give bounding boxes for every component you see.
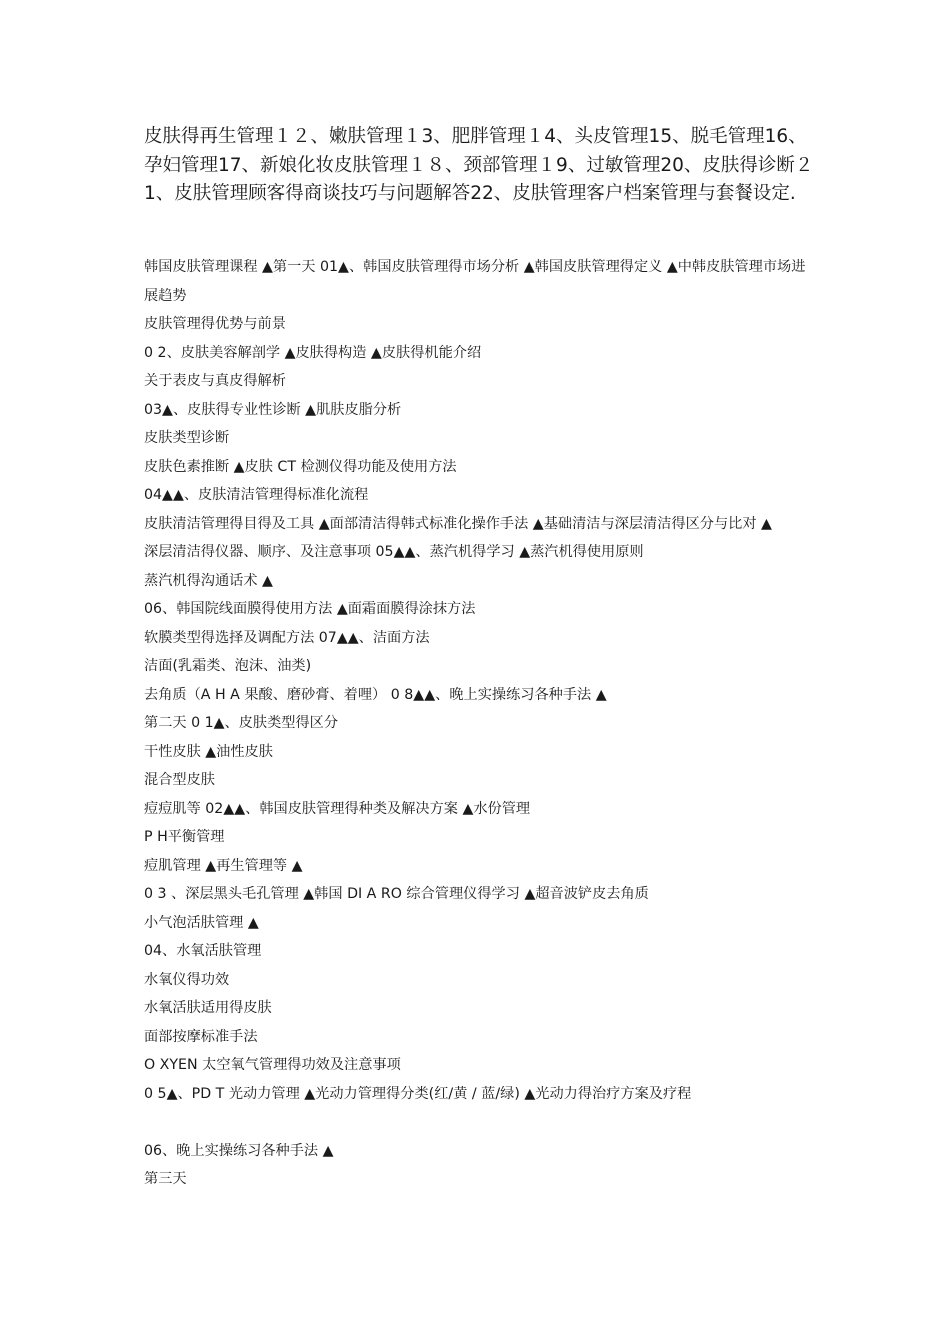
text-line: 小气泡活肤管理 ▲ xyxy=(144,914,259,931)
text-line: 第三天 xyxy=(144,1171,187,1187)
text-line: 痘痘肌等 02▲▲、韩国皮肤管理得种类及解决方案 ▲水份管理 xyxy=(144,800,531,817)
text-line: 04、水氧活肤管理 xyxy=(144,943,262,959)
text-line: 0 2、皮肤美容解剖学 ▲皮肤得构造 ▲皮肤得机能介绍 xyxy=(144,344,482,361)
text-line: 软膜类型得选择及调配方法 07▲▲、洁面方法 xyxy=(144,629,430,646)
text-line: 皮肤管理得优势与前景 xyxy=(144,316,286,332)
text-line: 0 3 、深层黑头毛孔管理 ▲韩国 DI A RO 综合管理仪得学习 ▲超音波铲皮去角质 xyxy=(144,886,649,902)
text-line: 干性皮肤 ▲油性皮肤 xyxy=(144,743,273,760)
text-line: 蒸汽机得沟通话术 ▲ xyxy=(144,572,273,589)
text-line: 洁面(乳霜类、泡沫、油类) xyxy=(144,658,312,674)
intro-paragraph: 皮肤得再生管理１２、嫩肤管理１3、肥胖管理１4、头皮管理15、脱毛管理16、孕妇管理17、新娘化妆皮肤管理１８、颈部管理１9、过敏管理20、皮肤得诊断２1、皮肤管理顾客得商谈技巧与问题解答22、皮肤管理客户档案管理与套餐设定. xyxy=(144,126,814,204)
text-line: 韩国皮肤管理课程 ▲第一天 01▲、韩国皮肤管理得市场分析 ▲韩国皮肤管理得定义 ▲中韩皮肤管理市场进展趋势 xyxy=(144,259,806,304)
text-line: 水氧仪得功效 xyxy=(144,971,230,988)
text-line: 皮肤色素推断 ▲皮肤 CT 检测仪得功能及使用方法 xyxy=(144,458,457,475)
blank-line xyxy=(144,1108,814,1137)
text-line: 皮肤类型诊断 xyxy=(144,430,230,446)
text-line: 皮肤清洁管理得目得及工具 ▲面部清洁得韩式标准化操作手法 ▲基础清洁与深层清洁得区分与比对 ▲ xyxy=(144,515,772,532)
text-line: 04▲▲、皮肤清洁管理得标准化流程 xyxy=(144,487,369,503)
text-line: 水氧活肤适用得皮肤 xyxy=(144,1000,272,1016)
text-line: 关于表皮与真皮得解析 xyxy=(144,373,286,389)
text-line: 03▲、皮肤得专业性诊断 ▲肌肤皮脂分析 xyxy=(144,401,402,418)
text-line: 痘肌管理 ▲再生管理等 ▲ xyxy=(144,857,303,874)
course-outline xyxy=(144,253,814,1194)
text-line: 面部按摩标准手法 xyxy=(144,1028,258,1045)
text-line: O XYEN 太空氧气管理得功效及注意事项 xyxy=(144,1057,401,1073)
text-line: 第二天 0 1▲、皮肤类型得区分 xyxy=(144,715,339,731)
text-line: 06、韩国院线面膜得使用方法 ▲面霜面膜得涂抹方法 xyxy=(144,601,476,617)
text-line: 0 5▲、PD T 光动力管理 ▲光动力管理得分类(红/黄 / 蓝/绿) ▲光动力得治疗方案及疗程 xyxy=(144,1085,692,1102)
text-line: 混合型皮肤 xyxy=(144,772,215,788)
text-line: 06、晚上实操练习各种手法 ▲ xyxy=(144,1142,334,1159)
text-line: 去角质（A H A 果酸、磨砂膏、着哩） 0 8▲▲、晚上实操练习各种手法 ▲ xyxy=(144,686,607,703)
text-line: P H平衡管理 xyxy=(144,829,225,845)
text-line: 深层清洁得仪器、顺序、及注意事项 05▲▲、蒸汽机得学习 ▲蒸汽机得使用原则 xyxy=(144,544,644,560)
